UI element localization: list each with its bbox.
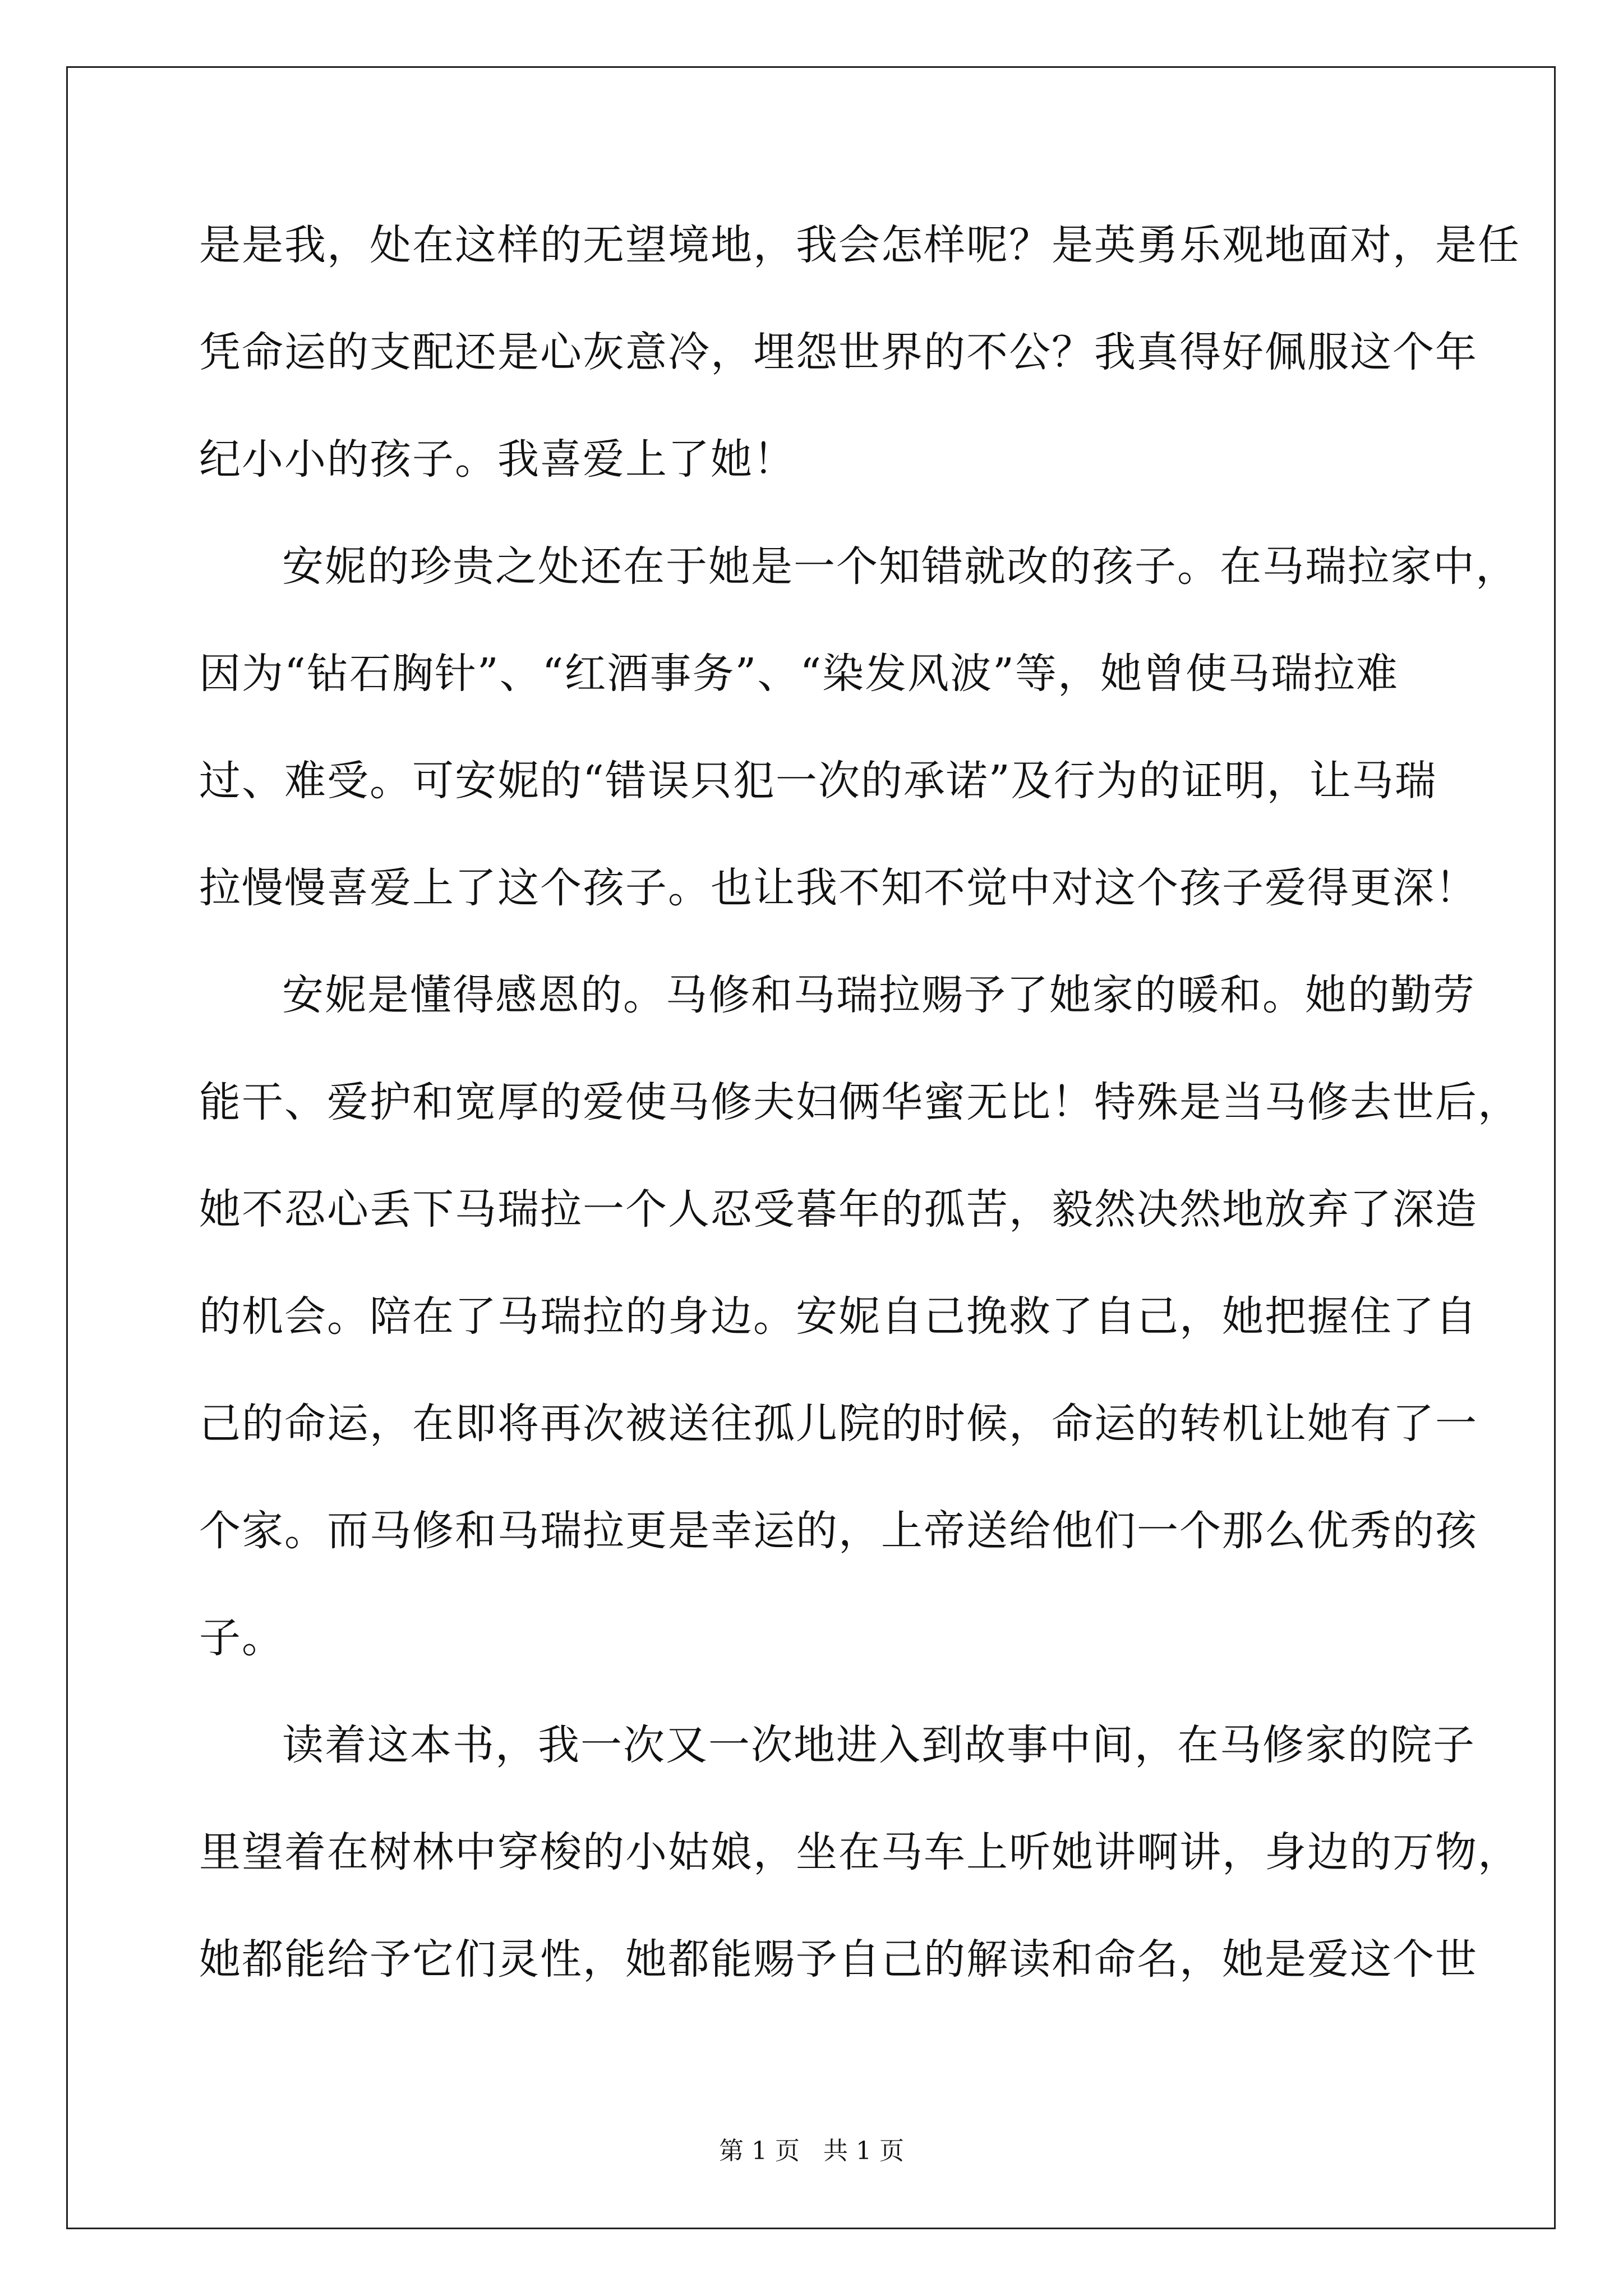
text-line: 己的命运，在即将再次被送往孤儿院的时候，命运的转机让她有了一 xyxy=(199,1400,1478,1448)
text-line: 凭命运的支配还是心灰意冷，埋怨世界的不公？我真得好佩服这个年 xyxy=(199,328,1478,376)
document-body xyxy=(199,218,1520,2040)
text-line: 因为“钻石胸针”、“红酒事务”、“染发风波”等，她曾使马瑞拉难 xyxy=(199,650,1399,698)
paragraph-start-line: 安妮的珍贵之处还在于她是一个知错就改的孩子。在马瑞拉家中， xyxy=(282,542,1518,591)
text-line: 拉慢慢喜爱上了这个孩子。也让我不知不觉中对这个孩子爱得更深！ xyxy=(199,864,1478,912)
text-line: 能干、爱护和宽厚的爱使马修夫妇俩华蜜无比！特殊是当马修去世后， xyxy=(199,1078,1520,1126)
text-line: 个家。而马修和马瑞拉更是幸运的，上帝送给他们一个那么优秀的孩 xyxy=(199,1507,1478,1555)
paragraph-start-line: 读着这本书，我一次又一次地进入到故事中间，在马修家的院子 xyxy=(282,1721,1476,1769)
text-line: 她不忍心丢下马瑞拉一个人忍受暮年的孤苦，毅然决然地放弃了深造 xyxy=(199,1185,1478,1234)
text-line: 纪小小的孩子。我喜爱上了她！ xyxy=(199,435,796,484)
text-line: 她都能给予它们灵性，她都能赐予自己的解读和命名，她是爱这个世 xyxy=(199,1935,1478,1984)
page-number-footer: 第 1 页 共 1 页 xyxy=(719,2137,904,2165)
text-line: 里望着在树林中穿梭的小姑娘，坐在马车上听她讲啊讲，身边的万物， xyxy=(199,1828,1520,1876)
text-line: 子。 xyxy=(199,1614,284,1662)
text-line: 是是我，处在这样的无望境地，我会怎样呢？是英勇乐观地面对，是任 xyxy=(199,221,1520,269)
paragraph-start-line: 安妮是懂得感恩的。马修和马瑞拉赐予了她家的暖和。她的勤劳 xyxy=(282,971,1476,1019)
text-line: 过、难受。可安妮的“错误只犯一次的承诺”及行为的证明，让马瑞 xyxy=(199,757,1437,805)
text-line: 的机会。陪在了马瑞拉的身边。安妮自己挽救了自己，她把握住了自 xyxy=(199,1292,1478,1341)
